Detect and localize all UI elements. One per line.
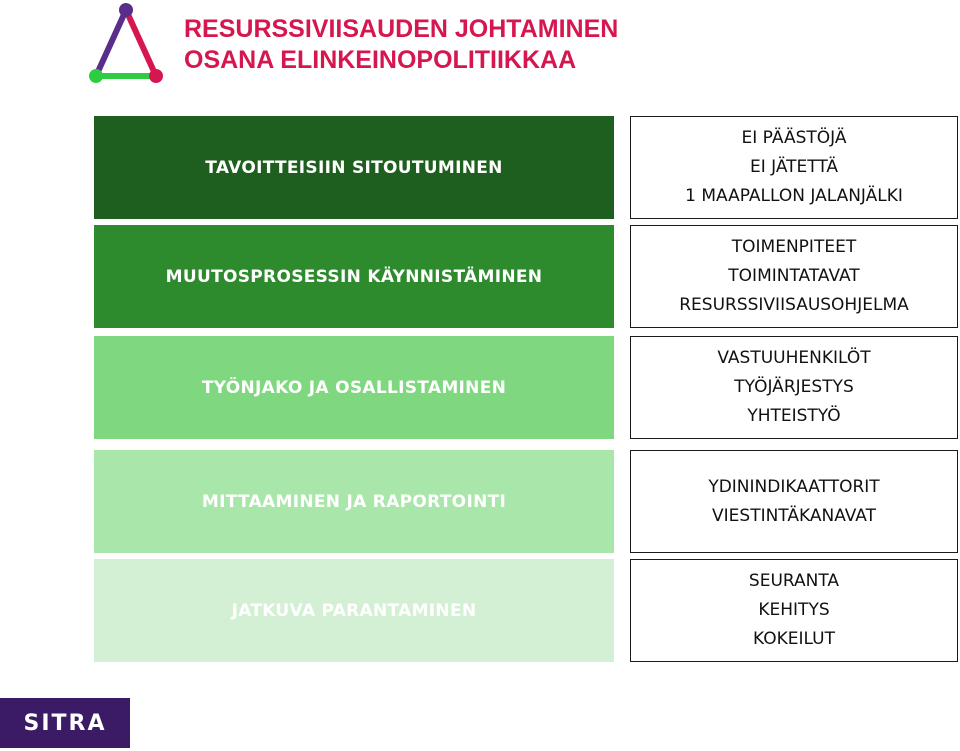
sitra-logo xyxy=(0,698,130,748)
step-box-1: TAVOITTEISIIN SITOUTUMINEN xyxy=(94,116,614,219)
step-box-4: MITTAAMINEN JA RAPORTOINTI xyxy=(94,450,614,553)
title-line-1: RESURSSIVIISAUDEN JOHTAMINEN xyxy=(184,15,619,43)
detail-line: EI PÄÄSTÖJÄ xyxy=(741,128,847,148)
detail-line: 1 MAAPALLON JALANJÄLKI xyxy=(685,186,903,206)
detail-line: TYÖJÄRJESTYS xyxy=(734,377,854,397)
triangle-logo-icon xyxy=(82,0,168,90)
sitra-brand-text: SITRA xyxy=(23,710,107,736)
detail-line: EI JÄTETTÄ xyxy=(749,157,839,177)
detail-line: YDININDIKAATTORIT xyxy=(708,476,880,497)
detail-line: TOIMENPITEET xyxy=(731,237,857,257)
page-title xyxy=(184,14,618,76)
detail-line: KOKEILUT xyxy=(753,629,835,649)
detail-line: VIESTINTÄKANAVAT xyxy=(712,505,876,526)
detail-line: KEHITYS xyxy=(758,600,830,620)
detail-box-2 xyxy=(630,225,958,328)
detail-box-5 xyxy=(630,559,958,662)
step-box-5: JATKUVA PARANTAMINEN xyxy=(94,559,614,662)
detail-line: SEURANTA xyxy=(748,571,840,591)
step-box-2: MUUTOSPROSESSIN KÄYNNISTÄMINEN xyxy=(94,225,614,328)
detail-box-4 xyxy=(630,450,958,553)
detail-line: VASTUUHENKILÖT xyxy=(717,348,871,368)
title-line-2: OSANA ELINKEINOPOLITIIKKAA xyxy=(184,46,577,74)
step-box-3: TYÖNJAKO JA OSALLISTAMINEN xyxy=(94,336,614,439)
detail-box-1 xyxy=(630,116,958,219)
detail-line: YHTEISTYÖ xyxy=(747,406,841,426)
detail-box-3 xyxy=(630,336,958,439)
detail-line: RESURSSIVIISAUSOHJELMA xyxy=(679,295,909,315)
detail-line: TOIMINTATAVAT xyxy=(728,266,860,286)
